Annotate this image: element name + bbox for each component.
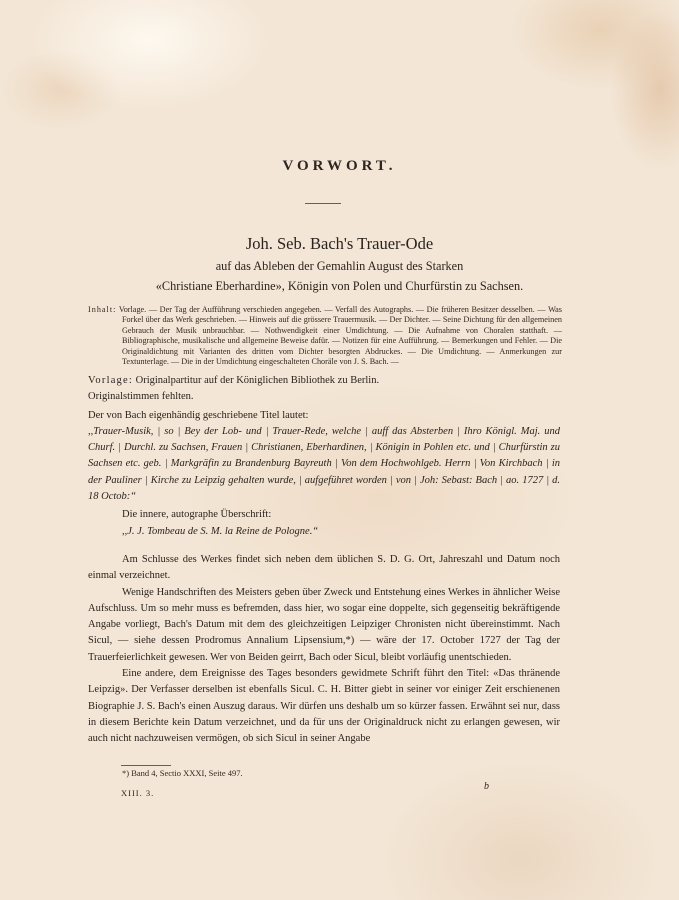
paragraph-3: Eine andere, dem Ereignisse des Tages besonders gewidmete Schrift führt den Titel: «Das thränende Leipzig». Der Verfasser derselben ist ebenfalls Sicul. C. H. Bitter giebt in seiner vor einiger Zeit erschienenen Biographie J. S. Bach's einen Auszug daraus. Wir dürfen uns deshalb um so kürzer fassen. Erwähnt sei nur, dass in diesem Berichte kein Datum verzeichnet, und da für uns der Originaldruck nicht zu erlangen gewesen, wir auch nicht nachzuweisen vermögen, ob sich Sicul in seiner Angabe bbox=[88, 668, 560, 745]
title-divider bbox=[305, 203, 341, 204]
work-heading: Joh. Seb. Bach's Trauer-Ode bbox=[245, 234, 434, 253]
title-intro: Der von Bach eigenhändig geschriebene Titel lautet: bbox=[88, 409, 309, 421]
title-quote: ,,Trauer-Musik, | so | Bey der Lob- und | Trauer-Rede, welche | auff das Absterben | Ihro Königl. Maj. und Churf. | Durchl. zu Sachsen, Frauen | Christianen, Eberhardinen, | Königin in Pohlen etc. und | Churfürstin zu Sachsen etc. geb. | Markgräfin zu Brandenburg Bayreuth | Von dem Hochwohlgeb. Herrn | Von Kirchbach | in der Pauliner | Kirche zu Leipzig gehalten wurde, | aufgeführet worden | von | Joh: Sebast: Bach | ao. 1727 | d. 18 Octob:“ bbox=[88, 425, 560, 503]
body-text bbox=[88, 373, 560, 748]
footnote-divider bbox=[121, 765, 171, 766]
paragraph-2: Wenige Handschriften des Meisters geben über Zweck und Entstehung eines Werkes in ähnlicher Weise Aufschluss. Um so mehr muss es befremden, dass hier, wo sogar eine doppelte, sich gegenseitig bekräftigende Angabe vorliegt, Bach's Datum mit dem des gleichzeitigen Leipziger Chronisten nicht übereinstimmt. Nach Sicul, — siehe dessen Prodromus Annalium Lipsensium,*) — wäre der 17. October 1727 der Tag der Trauerfeierlichkeit gewesen. Wer von Beiden geirrt, Bach oder Sicul, bleibt vorläufig unentschieden. bbox=[88, 586, 560, 663]
inner-intro: Die innere, autographe Überschrift: bbox=[122, 509, 272, 521]
footnote: *) Band 4, Sectio XXXI, Seite 497. bbox=[122, 768, 243, 778]
contents-text: Vorlage. — Der Tag der Aufführung verschieden angegeben. — Verfall des Autographs. — Die früheren Besitzer desselben. — Was Forkel über das Werk geschrieben. — Hinweis auf die grössere Trauermusik. — Der Dichter. — Seine Dichtung für den allgemeinen Gebrauch der Musik unbrauchbar. — Nothwendigkeit einer Umdichtung. — Die Aufnahme von Choralen statthaft. — Bibliographische, musikalische und allgemeine Beweise dafür. — Notizen für eine Aufführung. — Bemerkungen und Fehler. — Die Originaldichtung mit Varianten des dritten vom Dichter besorgten Abdruckes. — Die Umdichtung. — Anmerkungen zur Textunterlage. — Die in der Umdichtung eingeschalteten Choräle von J. S. Bach. — bbox=[118, 305, 562, 367]
work-subtitle-2: «Christiane Eberhardine», Königin von Polen und Churfürstin zu Sachsen. bbox=[155, 279, 524, 293]
inner-quote: ,,J. J. Tombeau de S. M. la Reine de Pologne.“ bbox=[122, 525, 319, 537]
signature-mark: XIII. 3. bbox=[121, 788, 155, 798]
contents-summary bbox=[88, 305, 562, 367]
work-subtitle-1: auf das Ableben der Gemahlin August des Starken bbox=[215, 259, 464, 273]
page-title: VORWORT. bbox=[282, 158, 397, 174]
vorlage-text: Originalpartitur auf der Königlichen Bibliothek zu Berlin. bbox=[135, 375, 380, 386]
contents-label: Inhalt: bbox=[88, 305, 117, 314]
vorlage-label: Vorlage: bbox=[88, 375, 133, 386]
sheet-mark: b bbox=[484, 781, 489, 792]
paragraph-1: Am Schlusse des Werkes findet sich neben dem üblichen S. D. G. Ort, Jahreszahl und Datum noch einmal verzeichnet. bbox=[88, 553, 560, 582]
stimmen-note: Originalstimmen fehlten. bbox=[88, 391, 194, 403]
